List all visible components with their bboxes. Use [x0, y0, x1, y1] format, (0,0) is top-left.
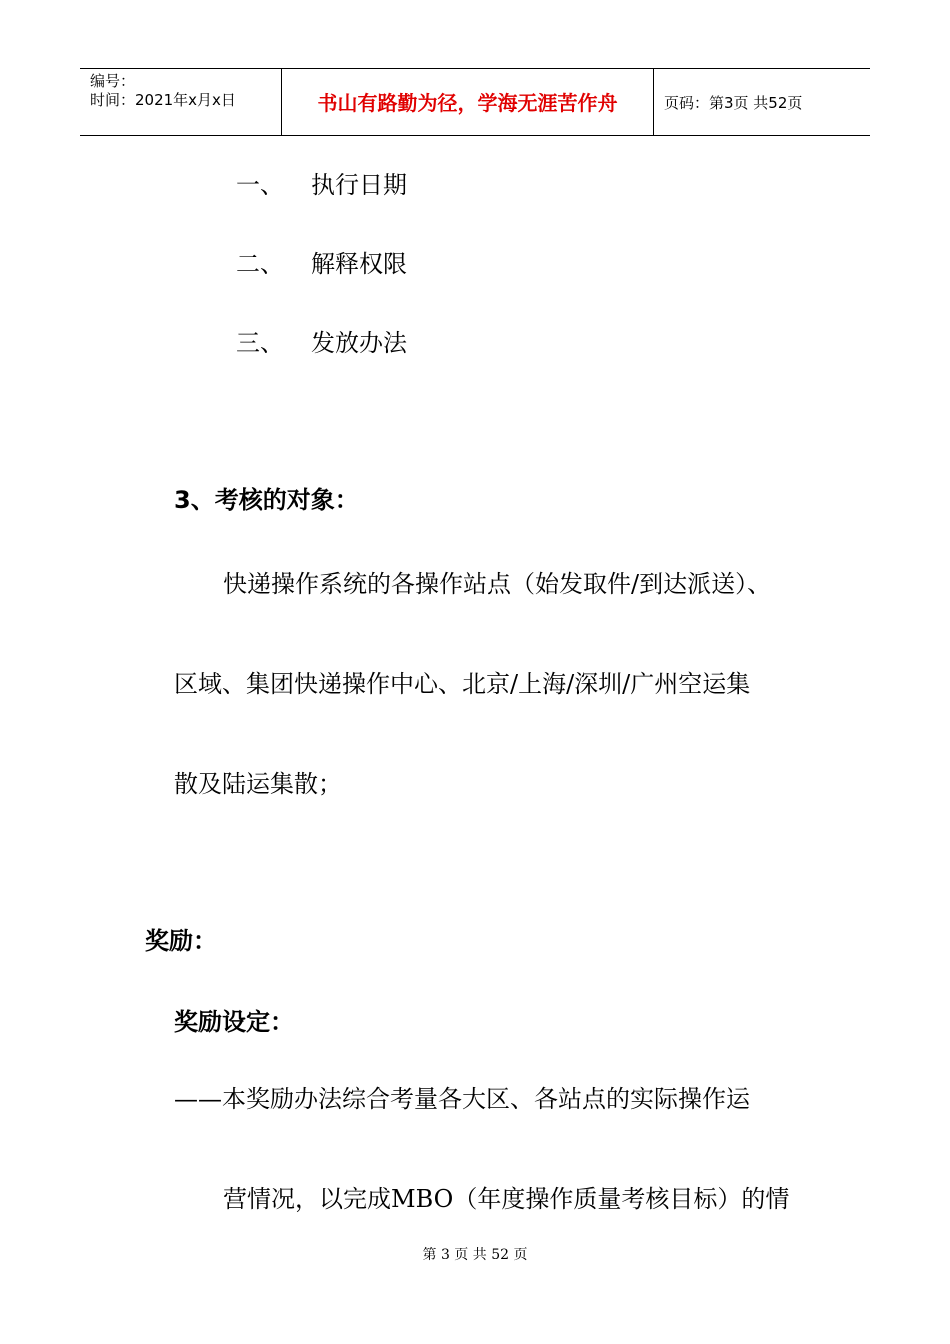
header-page-cell: [654, 69, 870, 135]
list-item-number: 三、: [236, 329, 284, 357]
header-left-cell: [80, 69, 281, 135]
header-page-info: 页码：第3页 共52页: [664, 94, 803, 112]
page-footer: 第 3 页 共 52 页: [422, 1247, 528, 1263]
list-item-text: 发放办法: [311, 329, 407, 357]
header-motto: 书山有路勤为径，学海无涯苦作舟: [317, 91, 618, 115]
list-item-number: 二、: [236, 250, 284, 278]
paragraph-line: 营情况，以完成MBO（年度操作质量考核目标）的情: [223, 1185, 790, 1213]
header-motto-cell: [281, 69, 654, 135]
paragraph-line: 散及陆运集散；: [174, 770, 342, 798]
section-heading: 3、考核的对象：: [174, 486, 359, 514]
list-item-text: 解释权限: [311, 250, 407, 278]
reward-subheading: 奖励设定：: [174, 1008, 294, 1036]
list-item-number: 一、: [236, 171, 284, 199]
paragraph-line: 区域、集团快递操作中心、北京/上海/深圳/广州空运集: [174, 670, 751, 698]
document-number-label: 编号：: [90, 72, 136, 90]
paragraph-line: 快递操作系统的各操作站点（始发取件/到达派送）、: [223, 570, 772, 598]
list-item-text: 执行日期: [311, 171, 407, 199]
reward-heading: 奖励：: [145, 927, 217, 955]
document-date: 时间：2021年x月x日: [90, 91, 236, 109]
paragraph-line: ——本奖励办法综合考量各大区、各站点的实际操作运: [174, 1085, 750, 1113]
page-header: [80, 68, 870, 136]
